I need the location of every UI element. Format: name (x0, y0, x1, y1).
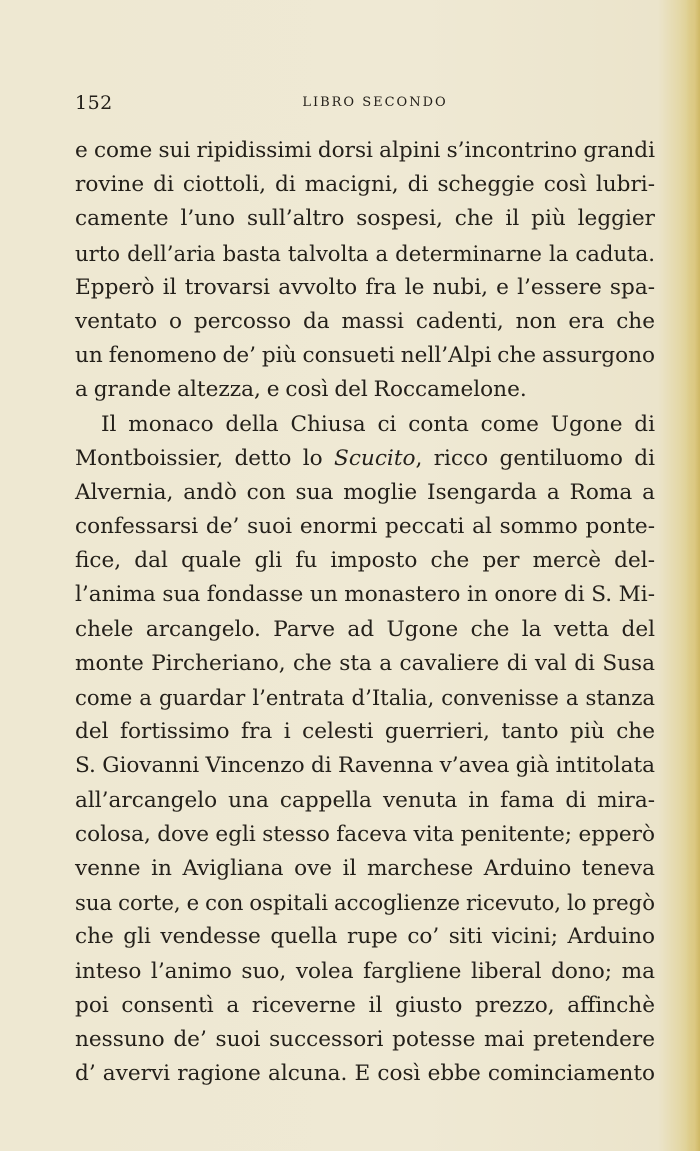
text-line: sua corte, e con ospitali accoglienze ricevuto, lo pregò (75, 890, 655, 916)
text-line: come a guardar l’entrata d’Italia, convenisse a stanza (75, 685, 655, 710)
text-line: l’anima sua fondasse un monastero in onore di S. Mi- (75, 582, 655, 608)
page-header (75, 90, 655, 116)
text-line: S. Giovanni Vincenzo di Ravenna v’avea già intitolata (75, 753, 655, 779)
text-line: a grande altezza, e così del Roccamelone. (75, 377, 527, 403)
text-line: che gli vendesse quella rupe co’ siti vicini; Arduino (75, 924, 655, 950)
text-line: ventato o percosso da massi cadenti, non era che (75, 308, 655, 334)
text-line: del fortissimo fra i celesti guerrieri, tanto più che (75, 719, 655, 745)
text-line: urto dell’aria basta talvolta a determinarne la caduta. (75, 240, 655, 266)
text-line: e come sui ripidissimi dorsi alpini s’incontrino grandi (75, 138, 655, 163)
text-fragment: Montboissier, detto lo (75, 445, 323, 471)
text-line: camente l’uno sull’altro sospesi, che il più leggier (75, 206, 655, 232)
text-line: venne in Avigliana ove il marchese Arduino teneva (75, 855, 655, 881)
page-edge (686, 0, 700, 1151)
text-line: colosa, dove egli stesso faceva vita penitente; epperò (75, 821, 655, 847)
text-line: inteso l’animo suo, volea fargliene liberal dono; ma (75, 958, 655, 984)
page-number: 152 (75, 92, 113, 114)
text-line: all’arcangelo una cappella venuta in fama di mira- (75, 787, 655, 813)
text-line: fice, dal quale gli fu imposto che per mercè del- (75, 548, 655, 574)
text-line: nessuno de’ suoi successori potesse mai pretendere (75, 1026, 655, 1052)
text-line: rovine di ciottoli, di macigni, di scheggie così lubri- (75, 172, 655, 198)
text-line: un fenomeno de’ più consueti nell’Alpi che assurgono (75, 343, 655, 369)
body-text (75, 134, 655, 1091)
text-line: Epperò il trovarsi avvolto fra le nubi, e l’essere spa- (75, 274, 655, 300)
text-line: monte Pircheriano, che sta a cavaliere di val di Susa (75, 650, 655, 676)
text-line: Alvernia, andò con sua moglie Isengarda a Roma a (75, 479, 655, 505)
running-head: LIBRO SECONDO (302, 95, 448, 110)
text-line (75, 442, 655, 476)
text-line: d’ avervi ragione alcuna. E così ebbe cominciamento (75, 1061, 655, 1087)
text-line: confessarsi de’ suoi enormi peccati al sommo ponte- (75, 514, 655, 540)
text-line: chele arcangelo. Parve ad Ugone che la vetta del (75, 616, 655, 642)
text-fragment: , ricco gentiluomo di (415, 445, 655, 471)
italic-name: Scucito (334, 445, 416, 471)
text-line: poi consentì a riceverne il giusto prezzo, affinchè (75, 992, 655, 1018)
paragraph-first-line: Il monaco della Chiusa ci conta come Ugone di (101, 411, 655, 437)
